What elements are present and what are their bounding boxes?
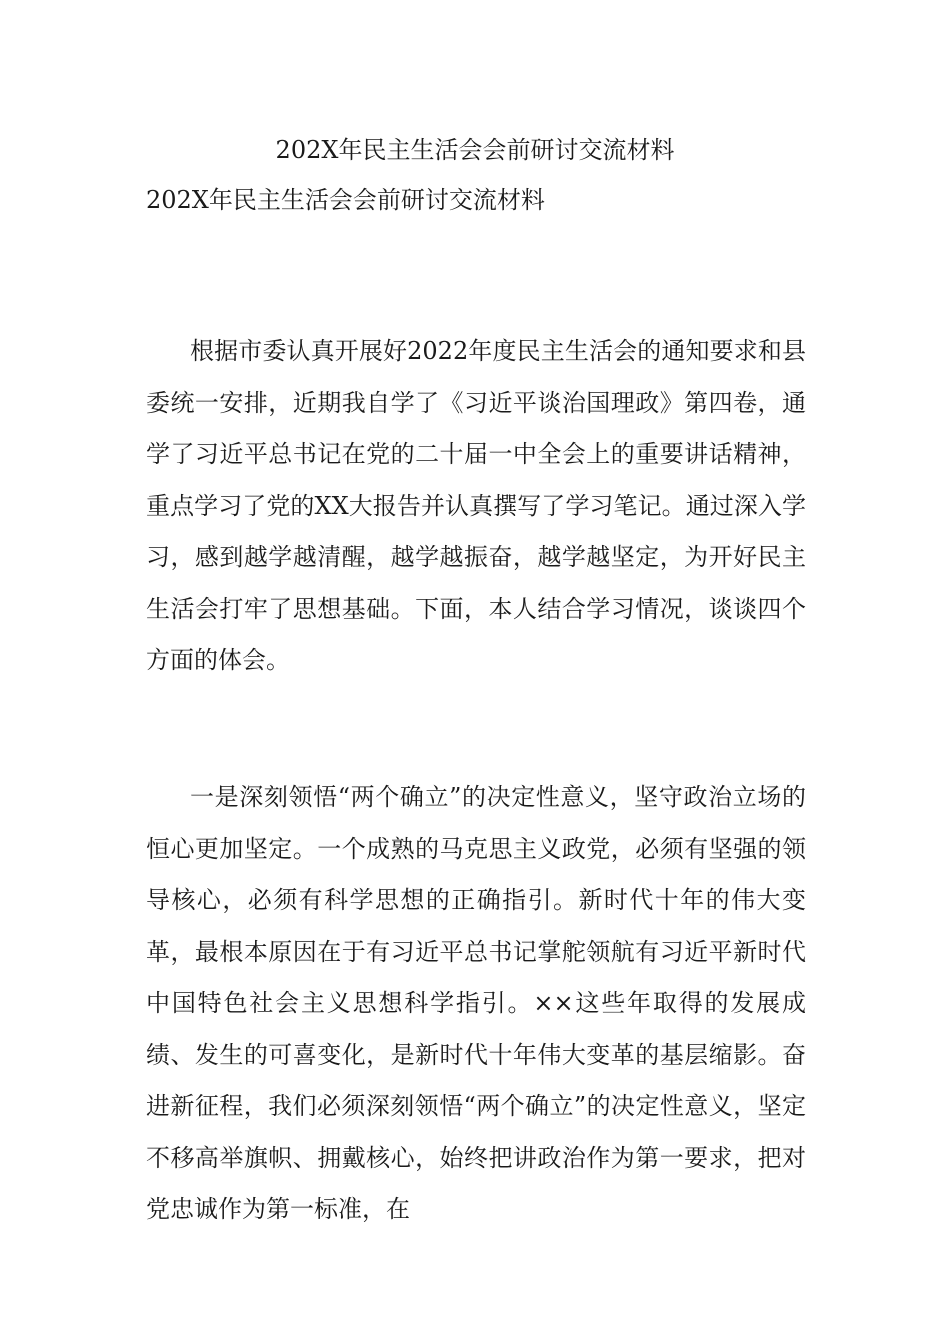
document-title-centered: 202X年民主生活会会前研讨交流材料 — [275, 136, 675, 164]
body-paragraph-intro: 根据市委认真开展好2022年度民主生活会的通知要求和县委统一安排，近期我自学了《习近平谈治国理政》第四卷，通学了习近平总书记在党的二十届一中全会上的重要讲话精神，重点学习了党的XX大报告并认真撰写了学习笔记。通过深入学习，感到越学越清醒，越学越振奋，越学越坚定，为开好民主生活会打牢了思想基础。下面，本人结合学习情况，谈谈四个方面的体会。 — [146, 337, 806, 674]
body-paragraph-point-one: 一是深刻领悟“两个确立”的决定性意义，坚守政治立场的恒心更加坚定。一个成熟的马克思主义政党，必须有坚强的领导核心，必须有科学思想的正确指引。新时代十年的伟大变革，最根本原因在于有习近平总书记掌舵领航有习近平新时代中国特色社会主义思想科学指引。××这些年取得的发展成绩、发生的可喜变化，是新时代十年伟大变革的基层缩影。奋进新征程，我们必须深刻领悟“两个确立”的决定性意义，坚定不移高举旗帜、拥戴核心，始终把讲政治作为第一要求，把对党忠诚作为第一标准，在 — [146, 783, 806, 1223]
document-title-left: 202X年民主生活会会前研讨交流材料 — [146, 186, 545, 214]
